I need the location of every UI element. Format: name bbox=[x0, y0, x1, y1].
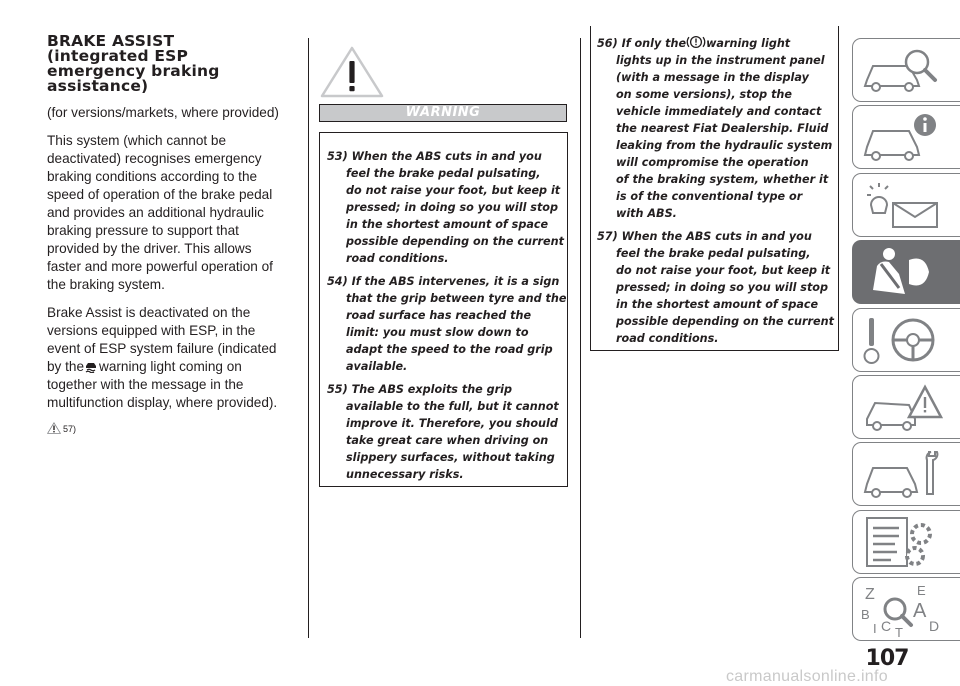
text-line: braking conditions according to the bbox=[47, 169, 258, 184]
note-line: 54) If the ABS intervenes, it is a sign bbox=[327, 275, 560, 288]
note-line: available to the full, but it cannot bbox=[346, 400, 559, 413]
warning-triangle-icon bbox=[320, 46, 384, 98]
warning-box bbox=[319, 132, 568, 487]
note-line: available. bbox=[346, 360, 408, 373]
warning-ref-number: 57) bbox=[63, 424, 77, 434]
warning-note-55 bbox=[327, 381, 561, 483]
text-line bbox=[47, 358, 295, 376]
note-line: improve it. Therefore, you should bbox=[346, 417, 558, 430]
text-fragment: 56) If only the bbox=[597, 37, 687, 50]
note-line: in the shortest amount of space bbox=[346, 218, 549, 231]
note-line: road conditions. bbox=[346, 252, 449, 265]
warning-note-57 bbox=[597, 228, 834, 347]
svg-text:C: C bbox=[881, 618, 892, 635]
text-line: event of ESP system failure (indicated bbox=[47, 341, 277, 356]
tab-warning-lights-messages[interactable] bbox=[852, 173, 960, 237]
tab-index[interactable] bbox=[852, 577, 960, 641]
svg-text:E: E bbox=[917, 583, 926, 599]
warning-reference[interactable] bbox=[47, 422, 295, 434]
esp-skid-icon bbox=[84, 359, 98, 373]
section-brake-assist bbox=[47, 34, 295, 434]
svg-text:A: A bbox=[913, 600, 927, 623]
note-line: that the grip between tyre and the bbox=[346, 292, 567, 305]
note-line: (with a message in the display bbox=[616, 71, 809, 84]
text-line: speed of operation of the brake pedal bbox=[47, 187, 273, 202]
warning-note-56 bbox=[597, 35, 834, 222]
note-line: 53) When the ABS cuts in and you bbox=[327, 150, 542, 163]
note-line: the nearest Fiat Dealership. Fluid bbox=[616, 122, 829, 135]
page-number: 107 bbox=[865, 646, 909, 671]
chapter-tabs bbox=[852, 38, 960, 645]
tab-servicing-care[interactable] bbox=[852, 442, 960, 506]
column-divider bbox=[308, 38, 309, 638]
note-line: is of the conventional type or bbox=[616, 190, 803, 203]
warning-note-53 bbox=[327, 148, 564, 267]
text-line: braking pressure to support that bbox=[47, 223, 239, 238]
index-az-icon bbox=[859, 581, 951, 637]
svg-text:D: D bbox=[929, 618, 940, 635]
note-line: limit: you must slow down to bbox=[346, 326, 529, 339]
text-line: multifunction display, where provided). bbox=[47, 395, 278, 410]
note-line: feel the brake pedal pulsating, bbox=[346, 167, 541, 180]
text-line: This system (which cannot be bbox=[47, 133, 227, 148]
heading-line: BRAKE ASSIST bbox=[47, 32, 175, 50]
car-info-icon bbox=[859, 109, 951, 165]
note-line: 55) The ABS exploits the grip bbox=[327, 383, 513, 396]
heading-line: emergency braking bbox=[47, 62, 220, 80]
note-line: pressed; in doing so you will stop bbox=[616, 281, 828, 294]
car-search-icon bbox=[859, 42, 951, 98]
svg-text:B: B bbox=[861, 607, 870, 623]
note-line: slippery surfaces, without taking bbox=[346, 451, 555, 464]
maintenance-car-wrench-icon bbox=[859, 446, 951, 502]
note-line: in the shortest amount of space bbox=[616, 298, 819, 311]
note-line: will compromise the operation bbox=[616, 156, 809, 169]
tab-safety[interactable] bbox=[852, 240, 960, 304]
note-line: take great care when driving on bbox=[346, 434, 549, 447]
note-line: with ABS. bbox=[616, 207, 677, 220]
safety-seatbelt-airbag-icon bbox=[859, 244, 951, 300]
warning-note-54 bbox=[327, 273, 567, 375]
svg-text:I: I bbox=[873, 621, 877, 637]
tab-starting-driving[interactable] bbox=[852, 308, 960, 372]
text-line: and provides an additional hydraulic bbox=[47, 205, 264, 220]
note-line: of the braking system, whether it bbox=[616, 173, 829, 186]
text-line: Brake Assist is deactivated on the bbox=[47, 305, 251, 320]
note-line: road surface has reached the bbox=[346, 309, 532, 322]
note-line: possible depending on the current bbox=[616, 315, 834, 328]
tab-in-an-emergency[interactable] bbox=[852, 375, 960, 439]
text-fragment: warning light coming on bbox=[99, 359, 242, 374]
text-fragment: warning light bbox=[706, 37, 791, 50]
note-line: vehicle immediately and contact bbox=[616, 105, 822, 118]
note-line: adapt the speed to the road grip bbox=[346, 343, 553, 356]
text-line: faster and more powerful operation of bbox=[47, 259, 273, 274]
svg-text:Z: Z bbox=[865, 586, 875, 604]
note-line: do not raise your foot, but keep it bbox=[616, 264, 831, 277]
heading-line: (integrated ESP bbox=[47, 47, 189, 65]
emergency-icon bbox=[859, 379, 951, 435]
column-divider bbox=[580, 38, 581, 638]
note-line: feel the brake pedal pulsating, bbox=[616, 247, 811, 260]
paragraph-1 bbox=[47, 132, 295, 294]
warning-title-bar: WARNING bbox=[319, 104, 567, 122]
note-line bbox=[597, 35, 834, 52]
note-line: pressed; in doing so you will stop bbox=[346, 201, 558, 214]
warning-box-continued bbox=[590, 26, 839, 351]
footer-watermark: carmanualsonline.info bbox=[726, 668, 888, 685]
text-line: deactivated) recognises emergency bbox=[47, 151, 262, 166]
warning-triangle-icon bbox=[47, 422, 61, 434]
text-line: provided by the driver. This allows bbox=[47, 241, 252, 256]
starting-driving-icon bbox=[859, 312, 951, 368]
text-line: the braking system. bbox=[47, 277, 165, 292]
availability-text: (for versions/markets, where provided) bbox=[47, 105, 279, 120]
note-line: 57) When the ABS cuts in and you bbox=[597, 230, 812, 243]
note-line: do not raise your foot, but keep it bbox=[346, 184, 561, 197]
note-line: road conditions. bbox=[616, 332, 719, 345]
warning-lights-message-icon bbox=[859, 177, 951, 233]
note-line: possible depending on the current bbox=[346, 235, 564, 248]
brake-fluid-warning-icon bbox=[686, 35, 706, 49]
note-line: on some versions), stop the bbox=[616, 88, 792, 101]
text-line: versions equipped with ESP, in the bbox=[47, 323, 256, 338]
section-heading bbox=[47, 34, 295, 94]
tab-technical-data[interactable] bbox=[852, 510, 960, 574]
tab-getting-to-know-car[interactable] bbox=[852, 38, 960, 102]
availability-note bbox=[47, 104, 295, 122]
paragraph-2 bbox=[47, 304, 295, 412]
heading-line: assistance) bbox=[47, 77, 149, 95]
note-line: leaking from the hydraulic system bbox=[616, 139, 833, 152]
note-line: lights up in the instrument panel bbox=[616, 54, 825, 67]
note-line: unnecessary risks. bbox=[346, 468, 464, 481]
svg-text:T: T bbox=[895, 625, 903, 638]
text-line: together with the message in the bbox=[47, 377, 244, 392]
text-fragment: by the bbox=[47, 359, 85, 374]
technical-data-icon bbox=[859, 514, 951, 570]
tab-knowing-instrument-panel[interactable] bbox=[852, 105, 960, 169]
